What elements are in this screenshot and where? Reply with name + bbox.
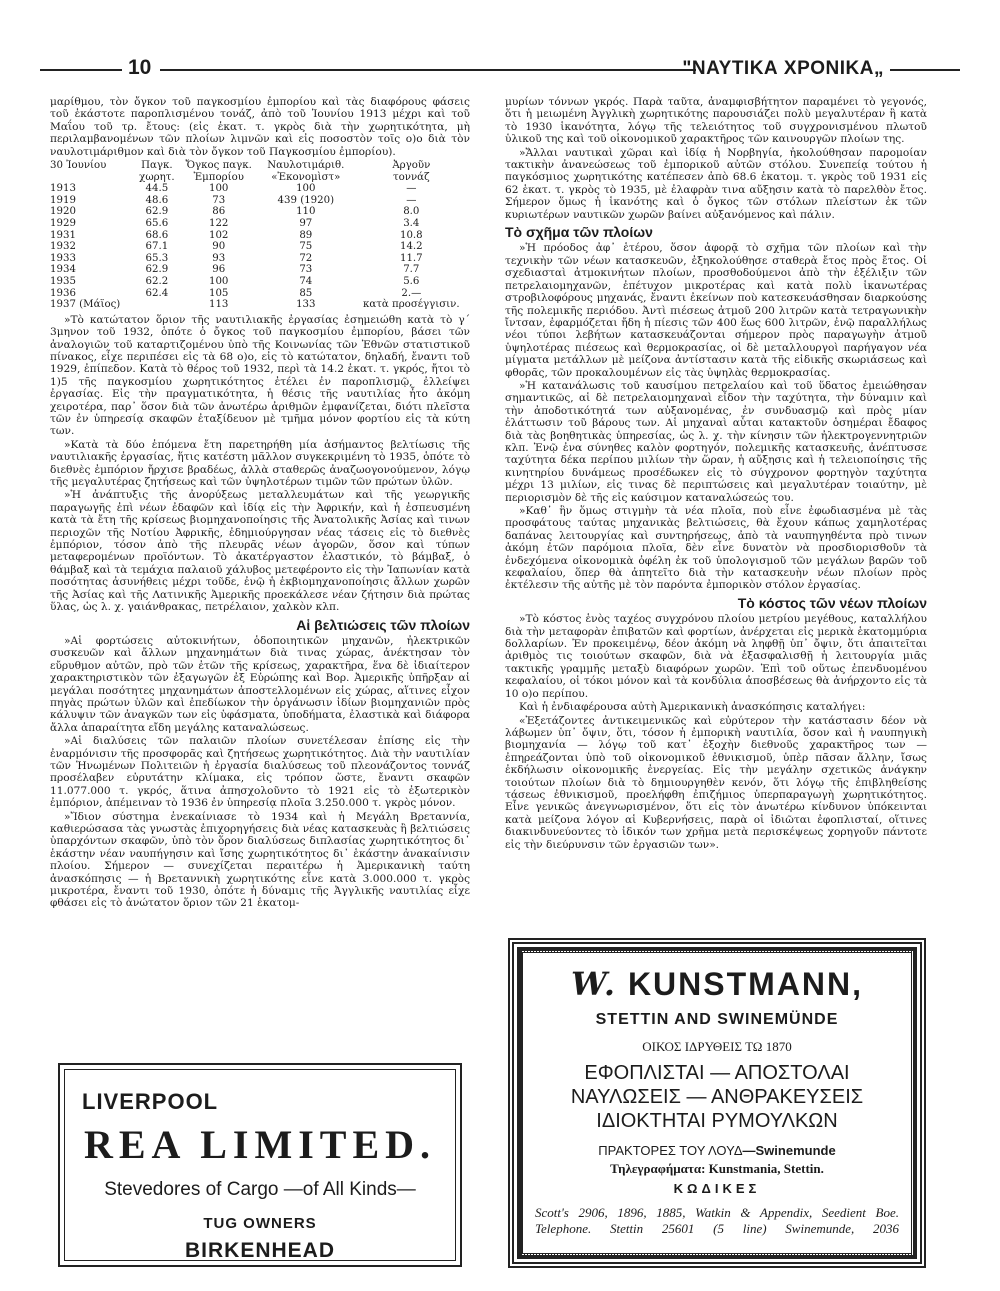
- tonnage-table: [50, 160, 470, 311]
- table-cell: 65.6: [145, 218, 169, 229]
- table-cell: —: [406, 194, 417, 206]
- ad-cities: STETTIN AND SWINEMÜNDE: [595, 1011, 839, 1028]
- subheading-ship-shape: Τὸ σχῆμα τῶν πλοίων: [505, 224, 653, 241]
- table-cell: 3.4: [403, 218, 420, 229]
- body-paragraph: »Ἡ κατανάλωσις τοῦ καυσίμου πετρελαίου καὶ τοῦ ὕδατος ἐμειώθησαν σημαντικῶς, αἱ δὲ πετρελαιομηχαναὶ εἶδον τὴν ταχύτητα, τὴν δύναμιν καὶ τὴν ἀποδοτικότητά των αὐξανομένας, ἐν συνδυασμῷ καὶ πρὸς μίαν ἐλάττωσιν τοῦ βάρους των. Αἱ μηχαναὶ αὗται κατακτοῦν ὁσημέραι ἔδαφος διὰ τὰς βοηθητικὰς ὑπηρεσίας, ὡς λ. χ. τὴν κίνησιν τῶν ἠλεκτρογεννητριῶν κλπ. Ἐνῷ ἐνα σύνηθες καλὸν φορτηγόν, πολεμικῆς κατασκευῆς, ἀνέπτυσσε ταχύτητα δέκα περίπου μιλίων τὴν ὥραν, ἡ αὔξησις καὶ ἡ τελειοποίησις τῆς κινητηρίου δυνάμεως προσέδωκεν εἰς τὸ σύγχρονον φορτηγὸν ταχύτητα μέχρι 13 μιλίων, εἰς τινας δὲ περιπτώσεις καὶ μεγαλυτέραν τοιαύτην, μὲ περιορισμὸν δὲ τῆς εἰς καύσιμον καταναλώσεώς του.: [505, 379, 927, 504]
- header-rule-right: [890, 69, 960, 71]
- subheading-new-ship-cost: Τὸ κόστος τῶν νέων πλοίων: [737, 594, 927, 611]
- table-cell: 93: [212, 252, 226, 264]
- subheading-ship-improvements: Αἱ βελτιώσεις τῶν πλοίων: [296, 616, 470, 633]
- body-paragraph: »Τὸ κόστος ἑνὸς ταχέος συγχρόνου πλοίου μετρίου μεγέθους, καταλλήλου διὰ τὴν μεταφορὰν ἐπιβατῶν καὶ φορτίων, ἀνέρχεται εἰς μερικὰ ἑκατομμύρια δολλαρίων. Ἐν προκειμένῳ, δέον ἀκόμη νὰ ληφθῇ ὑπ᾿ ὄψιν, ὅτι ἀπαιτεῖται ἀριθμὸς τις τοιούτων σκαφῶν, διὰ νὰ ἐξασφαλισθῇ ἡ λειτουργία μιᾶς τακτικῆς γραμμῆς μεταξὺ διαφόρων χωρῶν. Ἐπὶ τοῦ οὕτως ἐπενδυομένου κεφαλαίου, οἱ τόκοι μόνον καὶ τὰ κονδύλια ἀποσβέσεως θὰ ἀνήρχοντο εἰς τὰ 10 ο)ο περίπου.: [505, 613, 927, 700]
- ad-company-name: REA LIMITED.: [83, 1122, 437, 1167]
- left-column: [50, 96, 470, 911]
- ad-content: [522, 952, 912, 1254]
- ad-codes-text: Scott's 2906, 1896, 1885, Watkin & Appendix, Seedient Boe. Telephone. Stettin 25601 (5 line) Swinemunde, 2036: [535, 1205, 899, 1236]
- table-header-cell: Ἐμπορίου: [193, 171, 244, 183]
- table-cell: [135, 299, 178, 311]
- table-cell: 85: [299, 287, 313, 299]
- table-row: [50, 253, 470, 265]
- right-column: [505, 96, 927, 852]
- ad-telegram: [523, 1161, 911, 1177]
- ad-agents-label: ΠΡΑΚΤΟΡΕΣ ΤΟΥ ΛΟΥΔ: [598, 1143, 743, 1158]
- table-cell: 73: [212, 194, 226, 206]
- table-cell: 1920: [50, 206, 76, 218]
- ad-telegram-label: Τηλεγραφήματα:: [610, 1161, 706, 1176]
- body-paragraph: «Ἐξετάζοντες ἀντικειμενικῶς καὶ εὐρύτερον τὴν κατάστασιν δέον νὰ λάβωμεν ὑπ᾿ ὄψιν, ὅτι, τόσον ἡ ἐμπορικὴ ναυτιλία, ὅσον καὶ ἡ ναυπηγικὴ βιομηχανία — λόγῳ τοῦ κατ᾿ ἐξοχὴν διεθνοῦς χαρακτῆρος των —ἐπηρεάζονται ὑπὸ τοῦ οἰκονομικοῦ ἐθνικισμοῦ, ὑπὲρ πᾶσαν ἄλλην, ἴσως ἐκδήλωσιν οἰκονομικῆς ἐνεργείας. Εἰς τὴν μεγάλην σχετικῶς ἀνάγκην τοιούτων πλοίων διὰ τὸ δημιουργηθὲν κενόν, ὅτι λόγῳ τῆς ἐπιβληθείσης τάσεως ἐθνικισμοῦ, προελήφθη ἐπιζήμιος ὑπερπαραγωγὴ χωρητικότητος. Εἶνε γενικῶς ἀνεγνωρισμένον, ὅτι εἰς τὸν ἀνωτέρω κίνδυνον ὑπόκεινται κατὰ μείζονα λόγον αἱ Κυβερνήσεις, παρὰ οἱ ἰδιῶται ἐφοπλισταί, οἵτινες διακινδυνεύοντες τὸ ἰδικόν των χρῆμα μετὰ περισκέψεως χορηγοῦν πάντοτε εἰς τὴν διεύρυνσιν τῶν ἐργασιῶν των».: [505, 714, 927, 851]
- table-cell: 97: [299, 218, 313, 229]
- table-body: [50, 183, 470, 311]
- table-header-cell: «Ἐκονομὶστ»: [271, 171, 341, 183]
- ad-agents-place: —Swinemunde: [742, 1143, 836, 1158]
- ad-tug-owners: TUG OWNERS: [203, 1215, 317, 1232]
- table-row: [50, 299, 470, 311]
- table-cell: 11.7: [399, 252, 423, 264]
- table-cell: 100: [208, 183, 229, 195]
- table-cell: 14.2: [399, 241, 423, 253]
- body-paragraph: »Ἡ πρόοδος ἀφ᾿ ἑτέρου, ὅσον ἀφορᾷ τὸ σχῆμα τῶν πλοίων καὶ τὴν τεχνικὴν τῶν νέων κατασκευῶν, ἐξηκολούθησε σταθερὰ ἔτος πρὸς ἔτος. Οἱ σχεδιασταὶ ἀτμοκινήτων πλοίων, προσθοδούμενοι ἀπὸ τὴν ἐξέλιξιν τῶν πετρελαιομηχανῶν, ἐπέτυχον μικροτέρας καὶ κατὰ πολὺ ἱκανωτέρας στροβιλοφόρους μηχανάς, ἔναντι ἐκείνων ποὺ κατεσκευάσθησαν διαρκούσης τῆς πολεμικῆς περιόδου. Ἀντὶ πιέσεως ἀτμοῦ 200 λιτρῶν κατὰ τετραγωνικὴν ἴντσαν, ἐφαρμόζεται ἤδη ἡ πίεσις τῶν 400 ἕως 600 λιτρῶν, ἐνῷ παραλλήλως νέοι τύποι λεβήτων κατασκευάζονται σήμερον πρὸς παραγωγὴν ἀτμοῦ ὑψηλοτέρας πιέσεως καὶ θερμοκρασίας, οἱ δὲ μεταλλουργοὶ παρήγαγον νέα μίγματα μετάλλων μὲ μείζονα ἀντίστασιν κατὰ τῆς εἰδικῆς σκωριάσεως καὶ φθορᾶς, τῶν προκαλουμένων εἰς τὰς ὑψηλὰς θερμοκρασίας.: [505, 242, 927, 379]
- table-cell: 67.1: [145, 241, 169, 253]
- ad-initial: W.: [570, 965, 618, 1003]
- intro-paragraph: μαρίθμου, τὸν ὄγκον τοῦ παγκοσμίου ἐμπορίου καὶ τὰς διαφόρους φάσεις τοῦ ἑκάστοτε παροπλισμένου τονάζ, ἀπὸ τοῦ Ἰουνίου 1913 μέχρι καὶ τοῦ Μαΐου τοῦ τρ. ἔτους: (εἰς ἑκατ. τ. γκρὸς διὰ τὴν χωρητικότητα, μὴ περιλαμβανομένων τῶν πλοίων λιμνῶν καὶ εἰς ποσοστὸν τοῖς ο)ο διὰ τὸν ναυλοτιμάριθμον καὶ διὰ τὸν ὄγκον τοῦ Παγκοσμίου ἐμπορίου).: [50, 96, 470, 158]
- table-cell: 439 (1920): [277, 194, 335, 206]
- page-header: [40, 56, 960, 84]
- table-cell: 105: [208, 287, 229, 299]
- page-number: 10: [128, 56, 152, 79]
- table-cell: 89: [299, 229, 313, 241]
- table-cell: 65.3: [145, 252, 169, 264]
- table-cell: 1936: [50, 287, 76, 299]
- table-cell: 1934: [50, 264, 76, 276]
- table-cell: 10.8: [399, 229, 423, 241]
- header-rule-middle: [160, 69, 696, 71]
- table-cell: 72: [299, 252, 313, 264]
- body-paragraph: μυρίων τόννων γκρός. Παρὰ ταῦτα, ἀναμφισβήτητον παραμένει τὸ γεγονός, ὅτι ἡ μειωμένη Ἀγγλικὴ χωρητικότης παρουσιάζει πολὺ μεγαλυτέραν ἢ κατὰ τὸ 1930 ἱκανότητα, λόγῳ τῆς τελειότητος τοῦ συγχρονισμένου πλωτοῦ ὑλικοῦ της καὶ τοῦ οἰκονομικοῦ χαρακτῆρος τῶν καινουργῶν πλοίων της.: [505, 96, 927, 146]
- table-header-cell: τοννάζ: [393, 171, 430, 183]
- body-paragraph: »Ἄλλαι ναυτικαὶ χῶραι καὶ ἰδίᾳ ἡ Νορβηγία, ἠκολούθησαν παρομοίαν τακτικὴν ἀνανεώσεως τοῦ ἐμπορικοῦ αὐτῶν στόλου. Συνεπείᾳ τούτου ἡ παγκόσμιος χωρητικότης κατέπεσεν ἀπὸ 68.6 ἑκατομ. τ. γκρὸς τοῦ 1931 εἰς 62 ἑκατ. τ. γκρὸς τὸ 1935, μὲ ἐλαφρὰν τινα αὔξησιν κατὰ τὸ παρελθὸν ἔτος. Σήμερον ὅμως ἡ ἱκανότης καὶ ὁ ὄγκος τῶν στόλων πλείστων ἐκ τῶν κυριωτέρων ναυτικῶν χωρῶν βαίνει αὐξανόμενος καὶ πάλιν.: [505, 146, 927, 221]
- ad-codes-label: ΚΩΔΙΚΕΣ: [673, 1181, 761, 1196]
- table-cell: 62.9: [145, 206, 169, 218]
- body-paragraph: Καὶ ἡ ἐνδιαφέρουσα αὐτὴ Ἀμερικανικὴ ἀνασκόπησις καταλήγει:: [519, 701, 866, 714]
- body-paragraph: »Καθ᾿ ἣν ὅμως στιγμὴν τὰ νέα πλοῖα, ποὺ εἶνε ἐφωδιασμένα μὲ τὰς προσφάτους ταύτας μηχανικὰς βελτιώσεις, θὰ ἔχουν κάπως χαμηλοτέρας δαπάνας λειτουργίας καὶ συντηρήσεως, ἀπὸ τὰ ναυπηγηθέντα πρὸ τινων ἀκόμη ἐτῶν παρόμοια πλοῖα, δὲν εἶνε δυνατὸν νὰ προσδιορισθοῦν τὰ ἐνδεχόμενα οἰκονομικὰ ὀφέλη ἐκ τοῦ ὑπολογισμοῦ τῶν μεγάλων βαρῶν τοῦ κεφαλαίου, ὅπερ θὰ ἀπητεῖτο διὰ τὴν κατασκευὴν νέων πλοίων πρὸς ἐκτέλεσιν τῆς αὐτῆς μὲ τὸν παρόντα ἐμπορικὸν στόλον ἐργασίας.: [505, 505, 927, 592]
- body-paragraph: »Κατὰ τὰ δύο ἑπόμενα ἔτη παρετηρήθη μία ἀσήμαντος βελτίωσις τῆς ναυτιλιακῆς ἐργασίας, ἥτις κατέστη μᾶλλον συγκεκριμένη τὸ 1935, ὁπότε τὸ διεθνὲς ἐμπόριον ἤρχισε βραδέως, ἀλλὰ σταθερῶς ἀναζωογονούμενον, λόγῳ τῆς μεγαλυτέρας ζητήσεως καὶ τῶν ὑψηλοτέρων τιμῶν τῶν πρώτων ὑλῶν.: [50, 438, 470, 489]
- body-paragraph: »Αἱ διαλύσεις τῶν παλαιῶν πλοίων συνετέλεσαν ἐπίσης εἰς τὴν ἐναρμόνισιν τῆς προσφορᾶς καὶ ζητήσεως χωρητικότητος. Διὰ τὴν ναυτιλίαν τῶν Ἡνωμένων Πολιτειῶν ἡ ἐργασία διαλύσεως τοῦ πλεονάζοντος τοννάζ προσέλαβεν εὐρυτάτην κλίμακα, εἰς τρόπον ὥστε, ἔναντι σκαφῶν 11.077.000 τ. γκρός, ἅτινα ἀπησχολοῦντο τὸ 1921 εἰς τὸ ἐξωτερικὸν ἐμπόριον, ἀπέμειναν τὸ 1936 ἐν ὑπηρεσίᾳ πλοῖα 3.250.000 τ. γκρὸς μόνον.: [50, 735, 470, 810]
- table-cell: 90: [212, 241, 226, 253]
- advertisement-rea-limited: [58, 1063, 462, 1267]
- table-cell: 86: [212, 206, 226, 218]
- ad-city: LIVERPOOL: [82, 1089, 219, 1114]
- table-cell: 1933: [50, 252, 76, 264]
- table-header-cell: Παγκ.: [141, 160, 173, 172]
- advertisement-kunstmann: [508, 938, 926, 1268]
- table-cell: 1929: [50, 218, 76, 229]
- table-row: [50, 288, 470, 300]
- ad-services-line: ΝΑΥΛΩΣΕΙΣ — ΑΝΘΡΑΚΕΥΣΕΙΣ: [570, 1086, 864, 1108]
- table-cell: 1932: [50, 241, 76, 253]
- table-cell: 7.7: [403, 264, 420, 276]
- ad-surname: KUNSTMANN,: [627, 966, 864, 1002]
- table-cell: 96: [212, 264, 226, 276]
- body-paragraph: »Τὸ κατώτατον ὅριον τῆς ναυτιλιακῆς ἐργασίας ἐσημειώθη κατὰ τὸ γ΄ 3μηνον τοῦ 1932, ὁπότε ὁ ὄγκος τοῦ παγκοσμίου ἐμπορίου, βάσει τῶν ἀναλογιῶν τοῦ καταρτιζομένου ὑπὸ τῆς Κοινωνίας τῶν Ἐθνῶν στατιστικοῦ πίνακος, εἶχε περιπέσει εἰς τὰ 68 ο)ο, εἰς τὸ κατώτατον, δηλαδή, ἔναντι τοῦ 1929, ἐπίπεδον. Κατὰ τὸ θέρος τοῦ 1932, περὶ τὰ 14.2 ἑκατ. τ. γκρός, ἤτοι τὸ 1)5 τῆς παγκοσμίου χωρητικότητος ἐτέλει ἐν παροπλισμῷ, ἐλλείψει ἐργασίας. Εἰς τὴν πραγματικότητα, ἡ θέσις τῆς ναυτιλίας ἦτο ἀκόμη χειροτέρα, παρ᾿ ὅσον διὰ τῶν ἀνωτέρω ἀριθμῶν ἐμφανίζεται, διότι πλεῖστα τῶν ἐν ὑπηρεσίᾳ σκαφῶν ἐταξίδευον μὲ τμῆμα μόνον φορτίου εἰς τὰ κύτη των.: [50, 313, 470, 438]
- table-cell: 44.5: [145, 183, 169, 195]
- table-header-cell: Ναυλοτιμάριθ.: [267, 160, 345, 172]
- table-cell: 110: [296, 206, 316, 218]
- table-cell: 1935: [50, 275, 76, 287]
- table-row: [50, 183, 470, 195]
- table-header-row: [50, 160, 470, 172]
- table-header-cell: Ἀργοῦν: [392, 160, 431, 172]
- table-cell: 100: [208, 275, 229, 287]
- table-cell: 122: [208, 218, 229, 229]
- table-header-row: [50, 172, 470, 184]
- ad-port: BIRKENHEAD: [184, 1239, 335, 1262]
- ad-agents: [523, 1143, 911, 1158]
- table-cell: 62.4: [145, 287, 169, 299]
- table-row: [50, 241, 470, 253]
- table-cell: 5.6: [403, 275, 420, 287]
- ad-company-name: [523, 965, 911, 1003]
- body-paragraph: »Αἱ φορτώσεις αὐτοκινήτων, ὁδοποιητικῶν μηχανῶν, ἠλεκτρικῶν συσκευῶν καὶ ἄλλων μηχανημάτων διὰ τινας χώρας, ἀνέκτησαν τὸν εὔρυθμον αὐτῶν, πρὸ τῶν ἐτῶν τῆς κρίσεως, χαρακτῆρα, ἕνα δὲ ἰδιαίτερον χαρακτηριστικὸν τῶν ἐξαγωγῶν ἐξ Εὐρώπης καὶ Βορ. Ἀμερικῆς ὑπῆρξαν αἱ μεγάλαι ποσότητες μηχανημάτων ἀποστελλομένων εἰς χώρας, αἵτινες εἶχον πηγὰς πρώτων ὑλῶν καὶ ἐπεδίωκον τὴν ὀργάνωσιν ἰδίων βιομηχανιῶν πρὸς κάλυψιν τῶν ἀναγκῶν των εἰς ὑφάσματα, ὑποδήματα, ἐλαστικὰ καὶ διάφορα ἄλλα ἀπαραίτητα εἴδη μεγάλης καταναλώσεως.: [50, 634, 470, 734]
- ad-services: [523, 1061, 911, 1133]
- ad-founded: ΟΙΚΟΣ ΙΔΡΥΘΕΙΣ ΤΩ 1870: [642, 1039, 792, 1054]
- publication-title: "ΝΑΥΤΙΚΑ ΧΡΟΝΙΚΑ„: [682, 58, 884, 79]
- table-cell: 133: [296, 299, 316, 311]
- ad-tagline: Stevedores of Cargo —of All Kinds—: [104, 1179, 416, 1200]
- table-row: [50, 264, 470, 276]
- table-cell: 1937 (Μάϊος): [50, 299, 121, 311]
- table-cell: 1913: [50, 183, 76, 195]
- table-cell: 68.6: [145, 229, 169, 241]
- table-cell: 100: [296, 183, 316, 195]
- table-header-cell: χωρητ.: [139, 171, 175, 183]
- table-row: [50, 276, 470, 288]
- table-cell: 8.0: [403, 206, 420, 218]
- table-cell: 62.9: [145, 264, 169, 276]
- table-row: [50, 195, 470, 207]
- table-cell: 2.—: [401, 287, 422, 299]
- body-paragraph: »Ἡ ἀνάπτυξις τῆς ἀνορύξεως μεταλλευμάτων καὶ τῆς γεωργικῆς παραγωγῆς ἐπὶ νέων ἐδαφῶν καὶ ἰδίᾳ εἰς τὴν Ἀφρικήν, καὶ ἡ ἐσπευσμένη κατὰ τὰ ἔτη τῆς κρίσεως βιομηχανοποίησις τῆς Ἀνατολικῆς Ἀσίας καὶ τινων περιοχῶν τῆς Νοτίου Ἀφρικῆς, ἐδημιούργησαν νέας τάσεις εἰς τὸ διεθνὲς ἐμπόριον, τόσον ἀπὸ τῆς πλευρᾶς νέων ἀγορῶν, ὅσον καὶ τύπων μεταφερομένων προϊόντων. Τὸ ἀκατέργαστον ἐλαστικόν, τὸ βάμβαξ, ὁ θάμβαξ καὶ τὰ τεμάχια παλαιοῦ χάλυβος μετεφέροντο εἰς τὴν Ἰαπωνίαν κατὰ ποσότητας ἀσυνήθεις μέχρι τοῦδε, ἐνῷ ἡ ἐκβιομηχανοποίησις ἄλλων χωρῶν τῆς Ἀσίας καὶ τῆς Λατινικῆς Ἀμερικῆς προεκάλεσε νέαν ζήτησιν διὰ πρώτας ὕλας, ὡς λ. χ. γαιάνθρακας, πετρέλαιον, χαλκὸν κλπ.: [50, 489, 470, 614]
- table-header-cell: [50, 172, 135, 184]
- table-cell: 1919: [50, 194, 76, 206]
- ad-services-line: ΕΦΟΠΛΙΣΤΑΙ — ΑΠΟΣΤΟΛΑΙ: [584, 1062, 850, 1084]
- table-cell: 73: [299, 264, 313, 276]
- ad-telegram-value: Kunstmania, Stettin.: [708, 1161, 824, 1176]
- table-cell: —: [406, 183, 417, 195]
- table-cell: 75: [299, 241, 313, 253]
- header-rule-left: [40, 69, 122, 71]
- table-cell: 102: [208, 229, 229, 241]
- table-cell: 113: [208, 299, 229, 311]
- table-header-cell: 30 Ἰουνίου: [50, 160, 107, 172]
- ad-services-line: ΙΔΙΟΚΤΗΤΑΙ ΡΥΜΟΥΛΚΩΝ: [596, 1110, 838, 1132]
- table-row: [50, 218, 470, 230]
- table-cell: 74: [299, 275, 313, 287]
- table-cell: 62.2: [145, 275, 169, 287]
- table-cell: 48.6: [145, 194, 169, 206]
- table-cell: κατὰ προσέγγισιν.: [363, 299, 460, 311]
- table-row: [50, 230, 470, 242]
- table-cell: 1931: [50, 229, 76, 241]
- table-row: [50, 206, 470, 218]
- body-paragraph: »Ἴδιον σύστημα ἐνεκαίνιασε τὸ 1934 καὶ ἡ Μεγάλη Βρεταννία, καθιερώσασα τὰς γνωστὰς ἐπιχορηγήσεις διὰ νέας κατασκευὰς ἢ βελτιώσεις ὑπαρχόντων σκαφῶν, ὑπὸ τὸν ὅρον διαλύσεως διπλασίας χωρητικότητος δι᾿ ἑκάστην νέαν ναυπήγησιν καὶ ἴσης χωρητικότητος δι᾿ ἑκάστην ἀνακαίνισιν πλοίου. Σήμερον — συνεχίζεται περαιτέρω ἡ Ἀμερικανικὴ ταύτη ἀνασκόπησις — ἡ Βρεταννικὴ χωρητικότης εἶνε κατὰ 3.000.000 τ. γκρὸς μικροτέρα, ἔναντι τοῦ 1930, ὁπότε ἡ δύναμις τῆς Ἀγγλικῆς ναυτιλίας εἶχε φθάσει εἰς τὸ ἀνώτατον ὅριον τῶν 21 ἑκατομ-: [50, 810, 470, 910]
- table-header-cell: Ὄγκος παγκ.: [185, 160, 252, 172]
